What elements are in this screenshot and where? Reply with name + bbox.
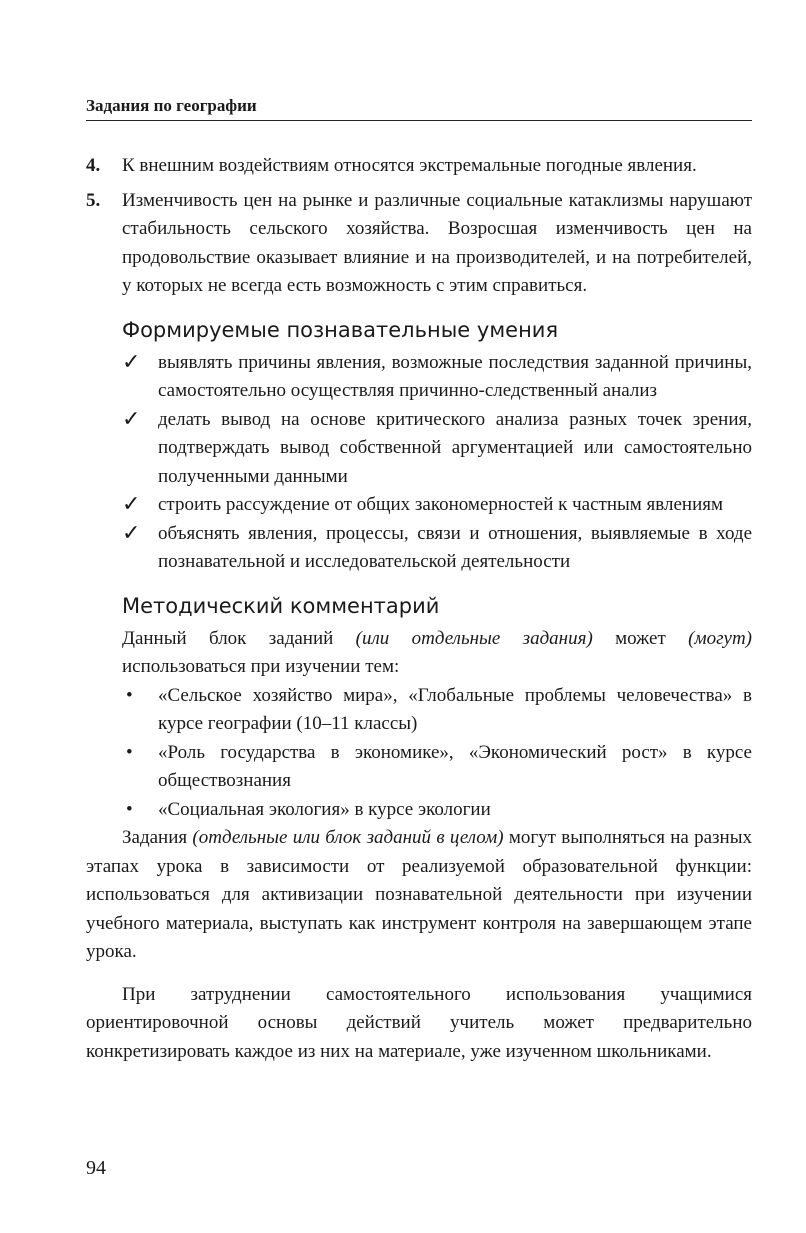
topic-text: «Роль государства в экономике», «Экономический рост» в курсе обществознания	[158, 741, 752, 791]
skill-text: строить рассуждение от общих закономерностей к частным явлениям	[158, 494, 723, 515]
numbered-item	[86, 187, 752, 301]
topic-item	[122, 796, 752, 825]
para-text: могут выполняться на разных этапах урока в зависимости от реализуемой образовательной функции: использоваться для активизации познавательной деятельности при изучении учебного материала, выступать как инструмент контроля на завершающем этапе урока.	[86, 827, 752, 962]
para-italic: (отдельные или блок заданий в целом)	[192, 827, 504, 848]
checkmark-icon: ✓	[122, 492, 141, 517]
skill-text: объяснять явления, процессы, связи и отношения, выявляемые в ходе познавательной и исследовательской деятельности	[158, 522, 752, 572]
checkmark-icon: ✓	[122, 349, 141, 375]
item-number: 4.	[86, 155, 101, 176]
page-content	[86, 152, 752, 1066]
topic-text: «Сельское хозяйство мира», «Глобальные проблемы человечества» в курсе географии (10–11 классы)	[158, 684, 752, 734]
comment-paragraph: При затруднении самостоятельного использования учащимися ориентировочной основы действий учитель может предварительно конкретизировать каждое из них на материале, уже изученном школьниками.	[86, 983, 752, 1062]
checkmark-icon: ✓	[122, 520, 141, 546]
comment-heading: Методический комментарий	[122, 593, 440, 618]
intro-text: использоваться при изучении тем:	[122, 656, 400, 677]
comment-paragraph	[86, 824, 752, 967]
skills-heading: Формируемые познавательные умения	[122, 317, 559, 342]
running-header: Задания по географии	[86, 96, 752, 121]
topic-item	[122, 739, 752, 796]
intro-text: Данный блок заданий	[122, 627, 356, 649]
bullet-icon: •	[126, 741, 133, 763]
checkmark-icon: ✓	[122, 406, 141, 432]
topic-item	[122, 682, 752, 739]
skill-item	[122, 406, 752, 492]
item-text: К внешним воздействиям относятся экстремальные погодные явления.	[122, 155, 697, 176]
item-text: Изменчивость цен на рынке и различные социальные катаклизмы нарушают стабильность сельского хозяйства. Возросшая изменчивость цен на продовольствие оказывает влияние и на производителей, и на потребителей, у которых не всегда есть возможность с этим справиться.	[122, 189, 752, 296]
skill-item	[122, 491, 752, 520]
topic-text: «Социальная экология» в курсе экологии	[158, 798, 491, 820]
skill-text: делать вывод на основе критического анализа разных точек зрения, подтверждать вывод собственной аргументацией или самостоятельно полученными данными	[158, 408, 752, 487]
skill-item	[122, 349, 752, 406]
intro-italic: (могут)	[688, 627, 753, 649]
skill-item	[122, 520, 752, 577]
numbered-item	[86, 152, 752, 181]
item-number: 5.	[86, 189, 101, 211]
bullet-icon: •	[126, 684, 133, 706]
bullet-icon: •	[126, 798, 133, 820]
skill-text: выявлять причины явления, возможные последствия заданной причины, самостоятельно осуществляя причинно-следственный анализ	[158, 351, 752, 401]
para-text: Задания	[122, 827, 193, 848]
comment-intro	[122, 625, 752, 682]
intro-italic: (или отдельные задания)	[355, 627, 593, 649]
intro-text: может	[592, 627, 689, 649]
page-number: 94	[86, 1157, 106, 1179]
